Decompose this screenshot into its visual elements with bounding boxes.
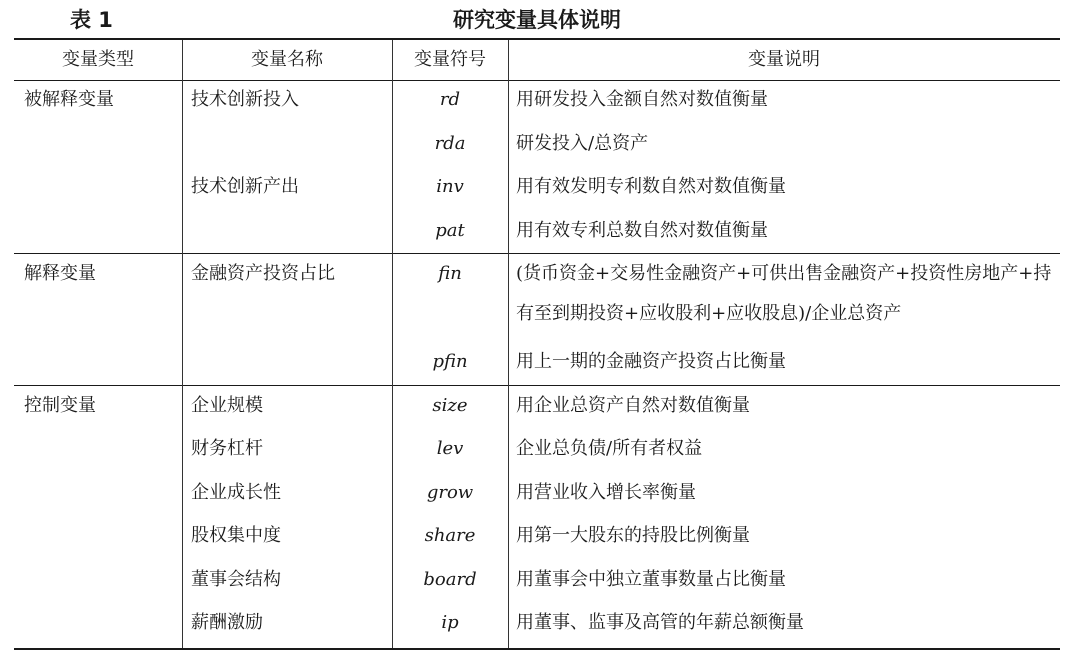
variable-description: 用企业总资产自然对数值衡量 [516,395,750,416]
variable-name: 技术创新产出 [191,176,299,197]
variable-description: 企业总负债/所有者权益 [516,438,703,459]
variable-name: 薪酬激励 [191,612,263,633]
table-title: 研究变量具体说明 [453,8,621,32]
variable-symbol: share [424,525,476,546]
variable-name: 金融资产投资占比 [191,263,335,284]
variable-description: 用上一期的金融资产投资占比衡量 [516,351,786,372]
variable-description: 用董事、监事及高管的年薪总额衡量 [516,612,804,633]
variable-symbol: board [423,569,477,590]
variable-name: 财务杠杆 [191,438,263,459]
bottom-rule [14,648,1060,650]
variable-description: 研发投入/总资产 [516,133,649,154]
variable-name: 企业成长性 [191,482,281,503]
header-rule [14,80,1060,81]
column-divider [508,40,509,648]
table-number: 表 1 [70,8,113,32]
header-variable-description: 变量说明 [748,49,820,70]
variable-name: 股权集中度 [191,525,281,546]
group-type: 解释变量 [24,263,96,284]
variable-description: 用研发投入金额自然对数值衡量 [516,89,768,110]
variable-name: 董事会结构 [191,569,281,590]
variable-symbol: ip [441,612,459,633]
variable-symbol: grow [426,482,474,503]
variable-symbol: pat [435,220,465,241]
variable-symbol: size [432,395,468,416]
variable-description: 用营业收入增长率衡量 [516,482,696,503]
variable-description: 用有效专利总数自然对数值衡量 [516,220,768,241]
variable-name: 技术创新投入 [191,89,299,110]
variable-symbol: pfin [432,351,468,372]
header-variable-name: 变量名称 [251,49,323,70]
variable-name: 企业规模 [191,395,263,416]
top-rule [14,38,1060,40]
group-type: 控制变量 [24,395,96,416]
header-variable-symbol: 变量符号 [414,49,486,70]
variable-description: (货币资金+交易性金融资产+可供出售金融资产+投资性房地产+持有至到期投资+应收股利+应收股息)/企业总资产 [516,263,1052,324]
table-caption [14,6,1060,36]
group-type: 被解释变量 [24,89,114,110]
variable-description: 用第一大股东的持股比例衡量 [516,525,750,546]
variable-symbol: lev [436,438,464,459]
variable-symbol: inv [436,176,464,197]
variable-description: 用有效发明专利数自然对数值衡量 [516,176,786,197]
variable-symbol: rd [439,89,461,110]
variable-description: 用董事会中独立董事数量占比衡量 [516,569,786,590]
variable-symbol: rda [434,133,466,154]
group-divider [14,385,1060,386]
header-variable-type: 变量类型 [62,49,134,70]
column-divider [182,40,183,648]
variable-symbol: fin [438,263,462,284]
